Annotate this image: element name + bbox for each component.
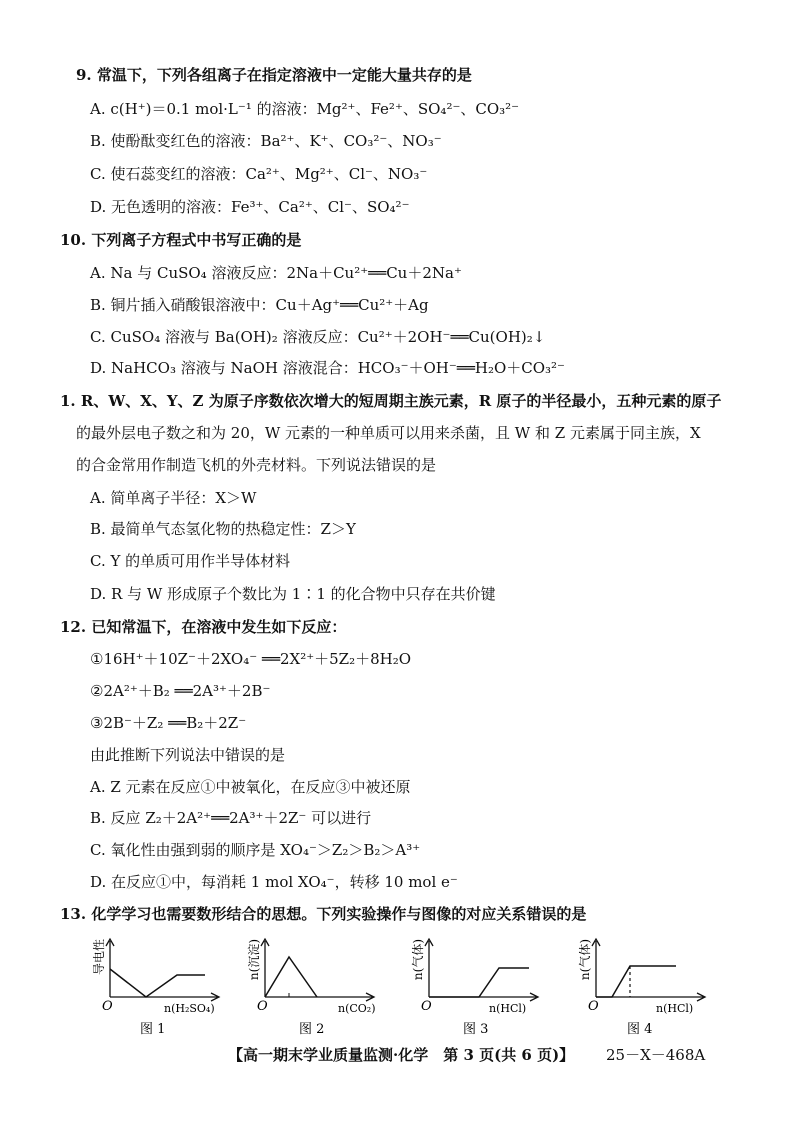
figure-1-origin: O bbox=[102, 999, 113, 1014]
figure-3-curve bbox=[429, 968, 529, 997]
figure-2-origin: O bbox=[257, 999, 268, 1014]
figure-4 bbox=[572, 935, 712, 1040]
q11-option-c: C. Y 的单质可用作半导体材料 bbox=[90, 552, 291, 570]
q11-stem-line2: 的最外层电子数之和为 20，W 元素的一种单质可以用来杀菌，且 W 和 Z 元素属于同主族，X bbox=[76, 424, 701, 442]
q9-option-b: B. 使酚酞变红色的溶液：Ba²⁺、K⁺、CO₃²⁻、NO₃⁻ bbox=[90, 132, 442, 150]
q10-option-b: B. 铜片插入硝酸银溶液中：Cu＋Ag⁺══Cu²⁺＋Ag bbox=[90, 296, 429, 314]
figure-4-xlabel: n(HCl) bbox=[656, 1002, 694, 1015]
figure-1-curve bbox=[110, 969, 205, 997]
figure-2-ylabel: n(沉淀) bbox=[247, 939, 261, 981]
q11-option-b: B. 最简单气态氢化物的热稳定性：Z＞Y bbox=[90, 520, 356, 538]
figure-1-ylabel: 导电性 bbox=[92, 939, 106, 976]
q12-stem: 12. 已知常温下，在溶液中发生如下反应： bbox=[60, 618, 347, 636]
q11-option-a: A. 简单离子半径：X＞W bbox=[90, 489, 257, 507]
figure-3-xlabel: n(HCl) bbox=[489, 1002, 527, 1015]
figure-1-caption: 图 1 bbox=[140, 1022, 166, 1037]
figure-2-curve bbox=[265, 957, 317, 997]
figure-1 bbox=[86, 935, 226, 1040]
q12-option-b: B. 反应 Z₂＋2A²⁺══2A³⁺＋2Z⁻ 可以进行 bbox=[90, 809, 372, 827]
footer-title: 【高一期末学业质量监测·化学 第 3 页(共 6 页)】 bbox=[228, 1046, 575, 1064]
figure-1-xlabel: n(H₂SO₄) bbox=[164, 1002, 215, 1015]
q12-reaction-1: ①16H⁺＋10Z⁻＋2XO₄⁻ ══2X²⁺＋5Z₂＋8H₂O bbox=[90, 650, 412, 668]
figure-4-caption: 图 4 bbox=[627, 1022, 653, 1037]
q10-stem: 10. 下列离子方程式中书写正确的是 bbox=[60, 231, 302, 249]
figure-3 bbox=[405, 935, 545, 1040]
figure-3-caption: 图 3 bbox=[463, 1022, 489, 1037]
q10-option-a: A. Na 与 CuSO₄ 溶液反应：2Na＋Cu²⁺══Cu＋2Na⁺ bbox=[90, 264, 462, 282]
q9-option-d: D. 无色透明的溶液：Fe³⁺、Ca²⁺、Cl⁻、SO₄²⁻ bbox=[90, 198, 410, 216]
figure-4-curve bbox=[596, 966, 676, 997]
footer-code: 25－X－468A bbox=[606, 1046, 706, 1064]
figure-3-ylabel: n(气体) bbox=[411, 939, 425, 981]
q9-option-a: A. c(H⁺)＝0.1 mol·L⁻¹ 的溶液：Mg²⁺、Fe²⁺、SO₄²⁻、CO₃²⁻ bbox=[90, 100, 520, 118]
q13-stem: 13. 化学学习也需要数形结合的思想。下列实验操作与图像的对应关系错误的是 bbox=[60, 905, 587, 923]
figure-2-xlabel: n(CO₂) bbox=[338, 1002, 376, 1015]
q12-lead: 由此推断下列说法中错误的是 bbox=[90, 746, 286, 764]
q11-option-d: D. R 与 W 形成原子个数比为 1∶1 的化合物中只存在共价键 bbox=[90, 585, 496, 603]
q12-option-c: C. 氧化性由强到弱的顺序是 XO₄⁻＞Z₂＞B₂＞A³⁺ bbox=[90, 841, 421, 859]
q9-option-c: C. 使石蕊变红的溶液：Ca²⁺、Mg²⁺、Cl⁻、NO₃⁻ bbox=[90, 165, 428, 183]
figure-4-ylabel: n(气体) bbox=[578, 939, 592, 981]
q10-option-c: C. CuSO₄ 溶液与 Ba(OH)₂ 溶液反应：Cu²⁺＋2OH⁻══Cu(OH)₂↓ bbox=[90, 328, 546, 346]
q9-stem: 9. 常温下，下列各组离子在指定溶液中一定能大量共存的是 bbox=[76, 66, 472, 84]
figure-4-origin: O bbox=[588, 999, 599, 1014]
q12-option-d: D. 在反应①中，每消耗 1 mol XO₄⁻，转移 10 mol e⁻ bbox=[90, 873, 458, 891]
figure-2 bbox=[241, 935, 381, 1040]
q12-option-a: A. Z 元素在反应①中被氧化，在反应③中被还原 bbox=[90, 778, 411, 796]
figure-2-caption: 图 2 bbox=[299, 1022, 325, 1037]
q12-reaction-2: ②2A²⁺＋B₂ ══2A³⁺＋2B⁻ bbox=[90, 682, 271, 700]
q11-stem-line3: 的合金常用作制造飞机的外壳材料。下列说法错误的是 bbox=[76, 456, 437, 474]
q11-stem-line1: 1. R、W、X、Y、Z 为原子序数依次增大的短周期主族元素，R 原子的半径最小，五种元素的原子 bbox=[60, 392, 722, 410]
q10-option-d: D. NaHCO₃ 溶液与 NaOH 溶液混合：HCO₃⁻＋OH⁻══H₂O＋CO₃²⁻ bbox=[90, 359, 565, 377]
figure-3-origin: O bbox=[421, 999, 432, 1014]
q12-reaction-3: ③2B⁻＋Z₂ ══B₂＋2Z⁻ bbox=[90, 714, 247, 732]
